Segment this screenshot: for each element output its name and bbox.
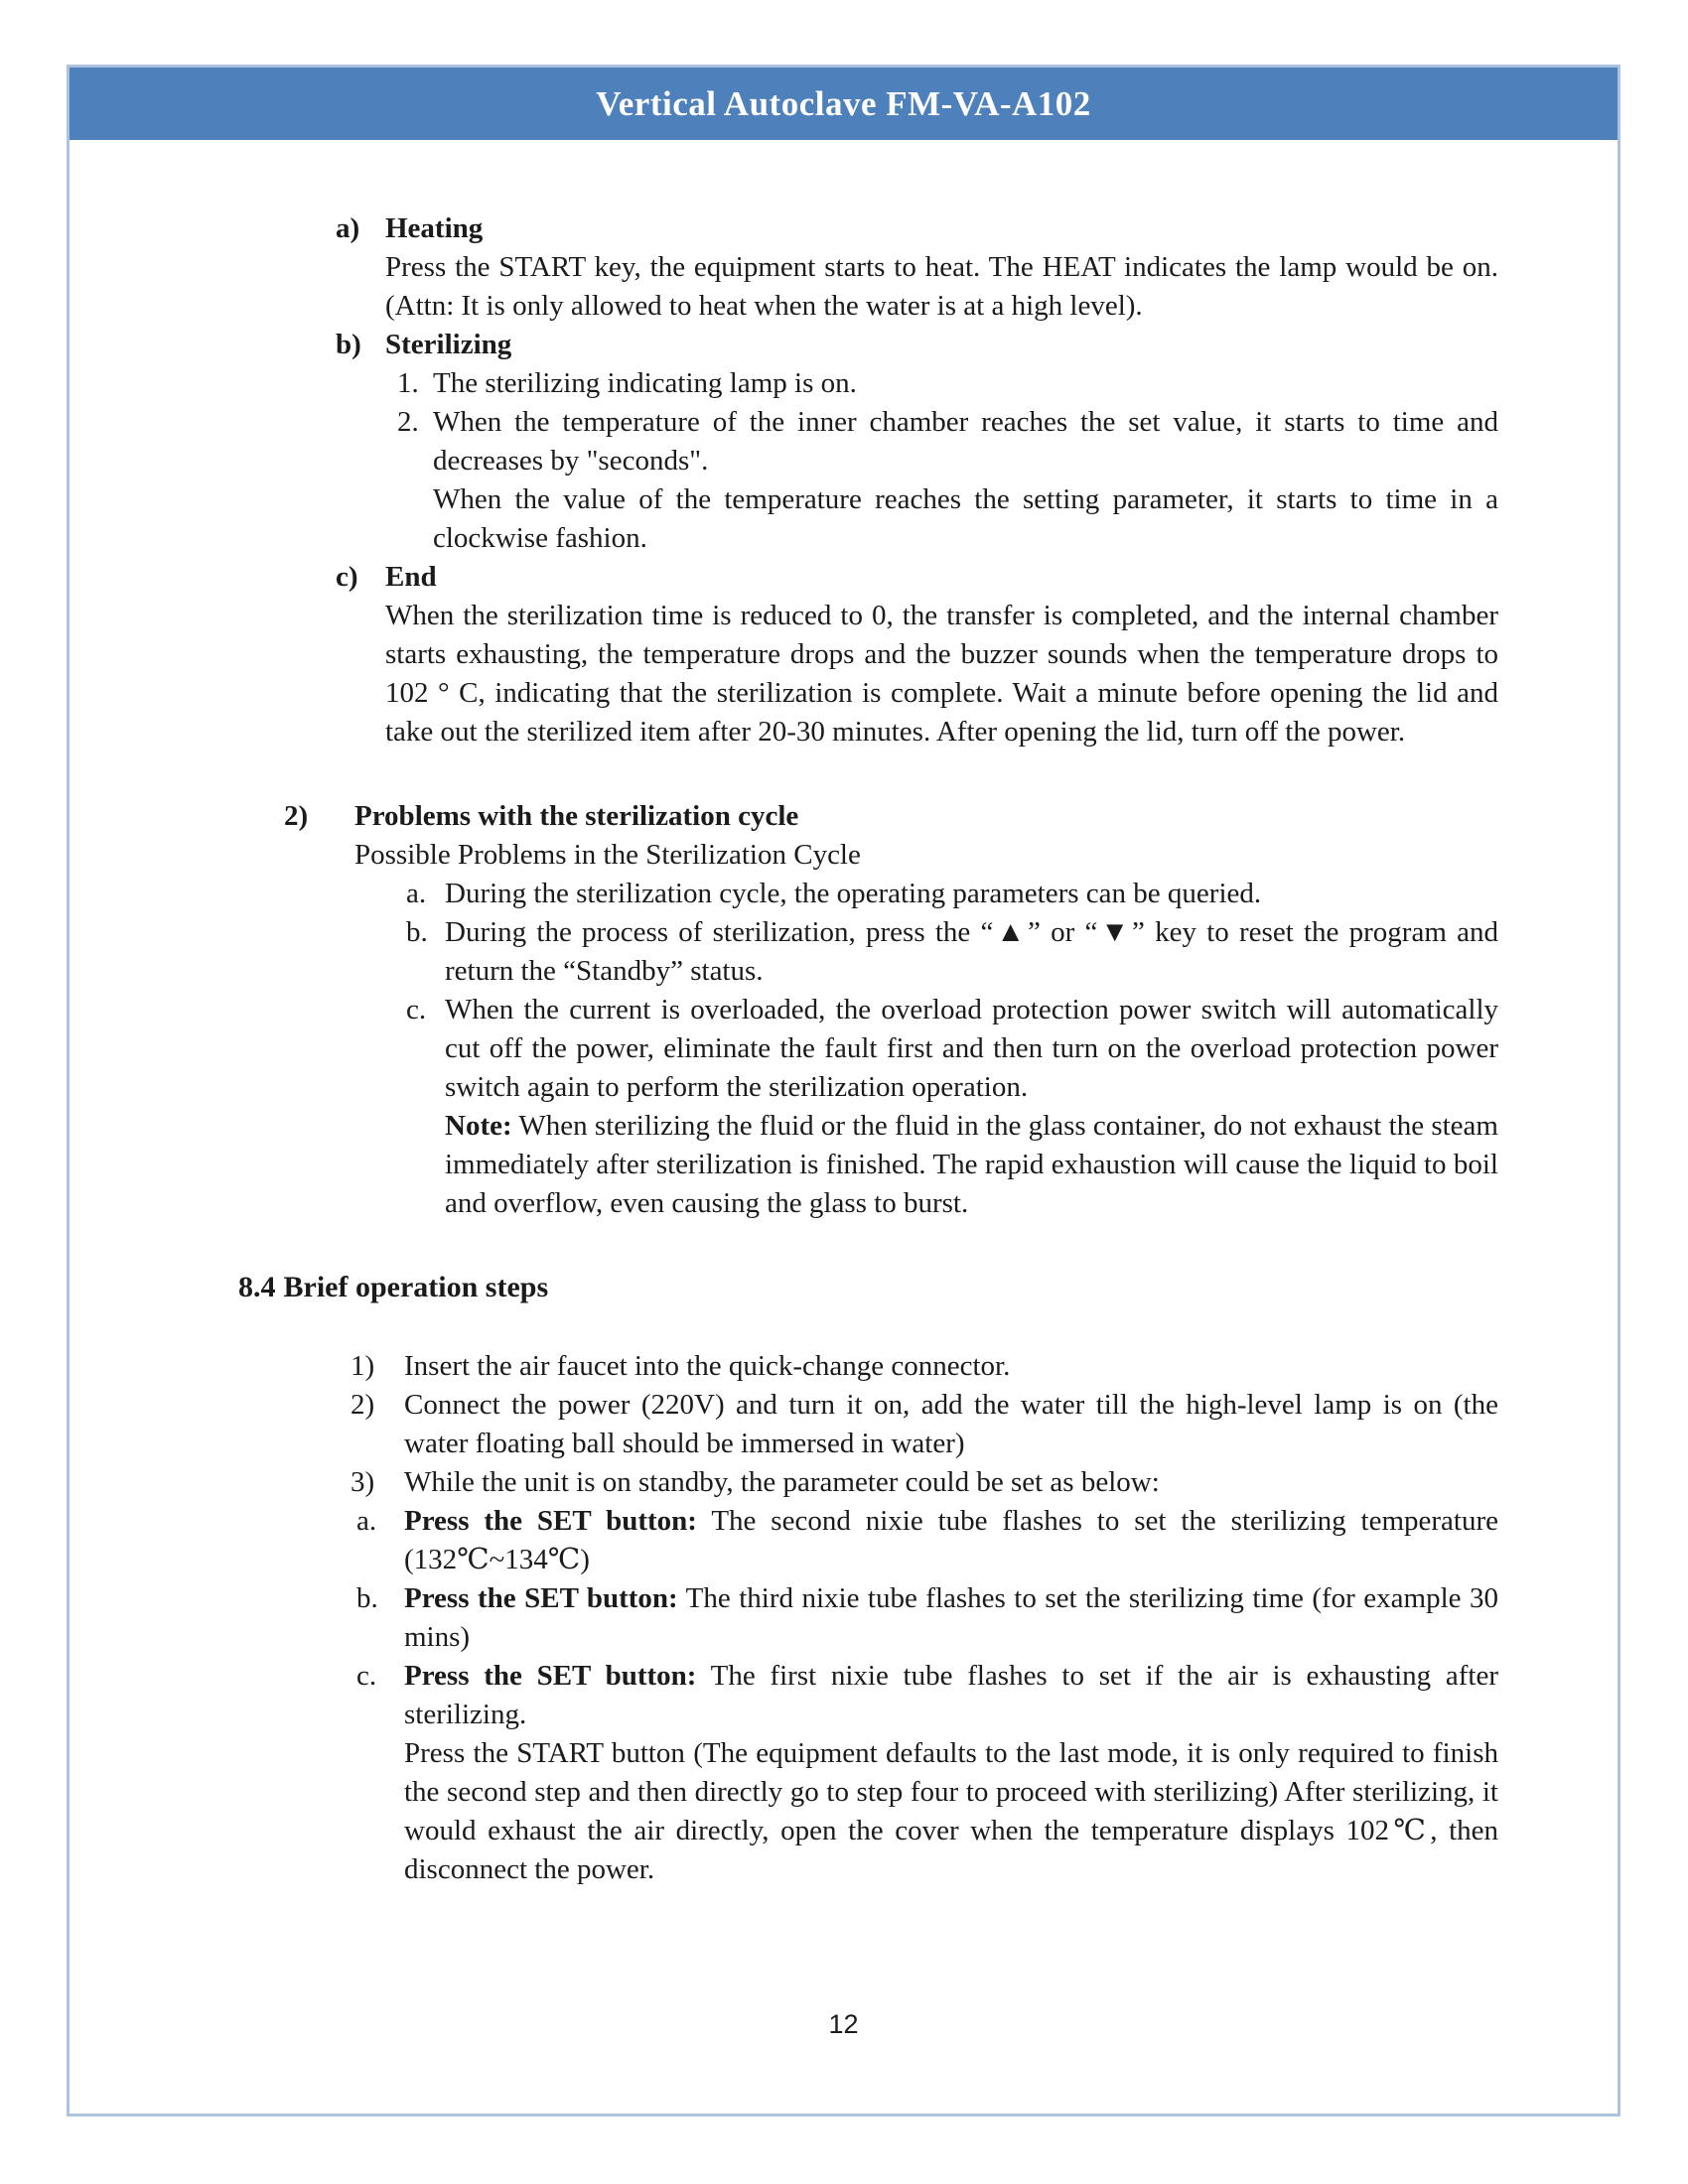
item-paragraph: Insert the air faucet into the quick-change connector. [404,1350,1011,1382]
item-paragraph [404,1657,1498,1734]
item-marker: 1) [351,1350,375,1382]
item-title: Sterilizing [385,329,512,360]
note-paragraph [445,1107,1498,1223]
problems-heading-row [284,797,1498,1223]
item-body [445,875,1498,913]
heading-number: 8.4 [238,1271,276,1303]
item-paragraph: While the unit is on standby, the parameter could be set as below: [404,1466,1160,1498]
problem-item-b [406,913,1498,991]
note-label: Note: [445,1110,512,1142]
item-marker: 2. [397,406,419,438]
set-button-label: Press the SET button: [404,1582,678,1614]
problem-item-a [406,875,1498,913]
item-marker: a. [406,878,427,909]
brief-steps-section [238,1347,1498,1889]
list-item-heating [336,209,1498,326]
set-button-label: Press the SET button: [404,1660,697,1692]
item-marker: c. [406,994,427,1025]
item-body [385,326,1498,558]
item-body [404,1502,1498,1579]
item-marker: 3) [351,1466,375,1498]
page-number: 12 [828,2009,859,2039]
brief-operation-heading [238,1268,1498,1307]
problems-section [238,797,1498,1223]
item-paragraph: When the temperature of the inner chamber reaches the set value, it starts to time and decreases by "seconds". [433,406,1498,477]
item-body [385,558,1498,751]
item-paragraph [404,1579,1498,1657]
note-text: When sterilizing the fluid or the fluid in the glass container, do not exhaust the steam immediately after sterilization is finished. The rapid exhaustion will cause the liquid to boil and overflow, even causing the glass to burst. [445,1110,1498,1219]
item-paragraph-continuation: When the value of the temperature reaches the setting parameter, it starts to time in a clockwise fashion. [433,483,1498,554]
heading-text: Brief operation steps [283,1271,549,1303]
item-body [433,403,1498,558]
item-paragraph: When the sterilization time is reduced to 0, the transfer is completed, and the internal chamber starts exhausting, the temperature drops and the buzzer sounds when the temperature drops to 102 ° C, indicating that the sterilization is complete. Wait a minute before opening the lid and take out the sterilized item after 20-30 minutes. After opening the lid, turn off the power. [385,600,1498,748]
item-paragraph: When the current is overloaded, the overload protection power switch will automatically cut off the power, eliminate the fault first and then turn on the overload protection power switch again to perform the sterilization operation. [445,994,1498,1103]
item-body [404,1347,1498,1386]
document-title: Vertical Autoclave FM-VA-A102 [596,83,1091,123]
item-body [404,1386,1498,1463]
item-body [354,797,1498,1223]
item-marker: 2) [351,1389,375,1421]
item-marker: b. [406,916,428,948]
item-marker: c) [336,561,358,593]
substep-a [356,1502,1498,1579]
item-marker: c. [356,1660,377,1692]
set-button-label: Press the SET button: [404,1505,697,1537]
sub-item-2 [397,403,1498,558]
item-marker: b) [336,329,361,360]
item-marker: 1. [397,367,419,399]
substep-b [356,1579,1498,1657]
substep-c [356,1657,1498,1889]
item-marker: b. [356,1582,378,1614]
item-paragraph: Press the START key, the equipment starts to heat. The HEAT indicates the lamp would be on. (Attn: It is only allowed to heat when the water is at a high level). [385,251,1498,322]
item-text: The third nixie tube flashes to set the sterilizing time (for example 30 mins) [404,1582,1498,1653]
step-2 [351,1386,1498,1463]
page-content [70,140,1618,2114]
item-body [445,913,1498,991]
section-title: Problems with the sterilization cycle [354,800,799,832]
item-title: Heating [385,212,484,244]
item-paragraph: During the sterilization cycle, the operating parameters can be queried. [445,878,1262,909]
item-text: The second nixie tube flashes to set the sterilizing temperature (132℃~134℃) [404,1505,1498,1575]
step-3 [351,1463,1498,1502]
item-paragraph: Connect the power (220V) and turn it on, add the water till the high-level lamp is on (the water floating ball should be immersed in water) [404,1389,1498,1459]
item-body [433,364,1498,403]
list-item-end [336,558,1498,751]
item-body [385,209,1498,326]
item-paragraph: The sterilizing indicating lamp is on. [433,367,857,399]
item-paragraph-continuation: Press the START button (The equipment defaults to the last mode, it is only required to finish the second step and then directly go to step four to proceed with sterilizing) After sterilizing, it would exhaust the air directly, open the cover when the temperature displays 102℃, then disconnect the power. [404,1737,1498,1885]
item-marker: a. [356,1505,377,1537]
item-body [404,1657,1498,1889]
item-paragraph: During the process of sterilization, press the “▲” or “▼” key to reset the program and return the “Standby” status. [445,916,1498,987]
item-text: The first nixie tube flashes to set if the air is exhausting after sterilizing. [404,1660,1499,1730]
item-marker: 2) [284,800,309,832]
operation-stages-section [238,209,1498,751]
section-intro: Possible Problems in the Sterilization Cycle [354,839,861,871]
page-frame [67,65,1620,2116]
header-bar [70,68,1618,140]
list-item-sterilizing [336,326,1498,558]
problem-item-c [406,991,1498,1223]
item-body [445,991,1498,1223]
sub-item-1 [397,364,1498,403]
item-body [404,1463,1498,1502]
item-title: End [385,561,437,593]
item-body [404,1579,1498,1657]
step-1 [351,1347,1498,1386]
item-paragraph [404,1502,1498,1579]
item-marker: a) [336,212,360,244]
